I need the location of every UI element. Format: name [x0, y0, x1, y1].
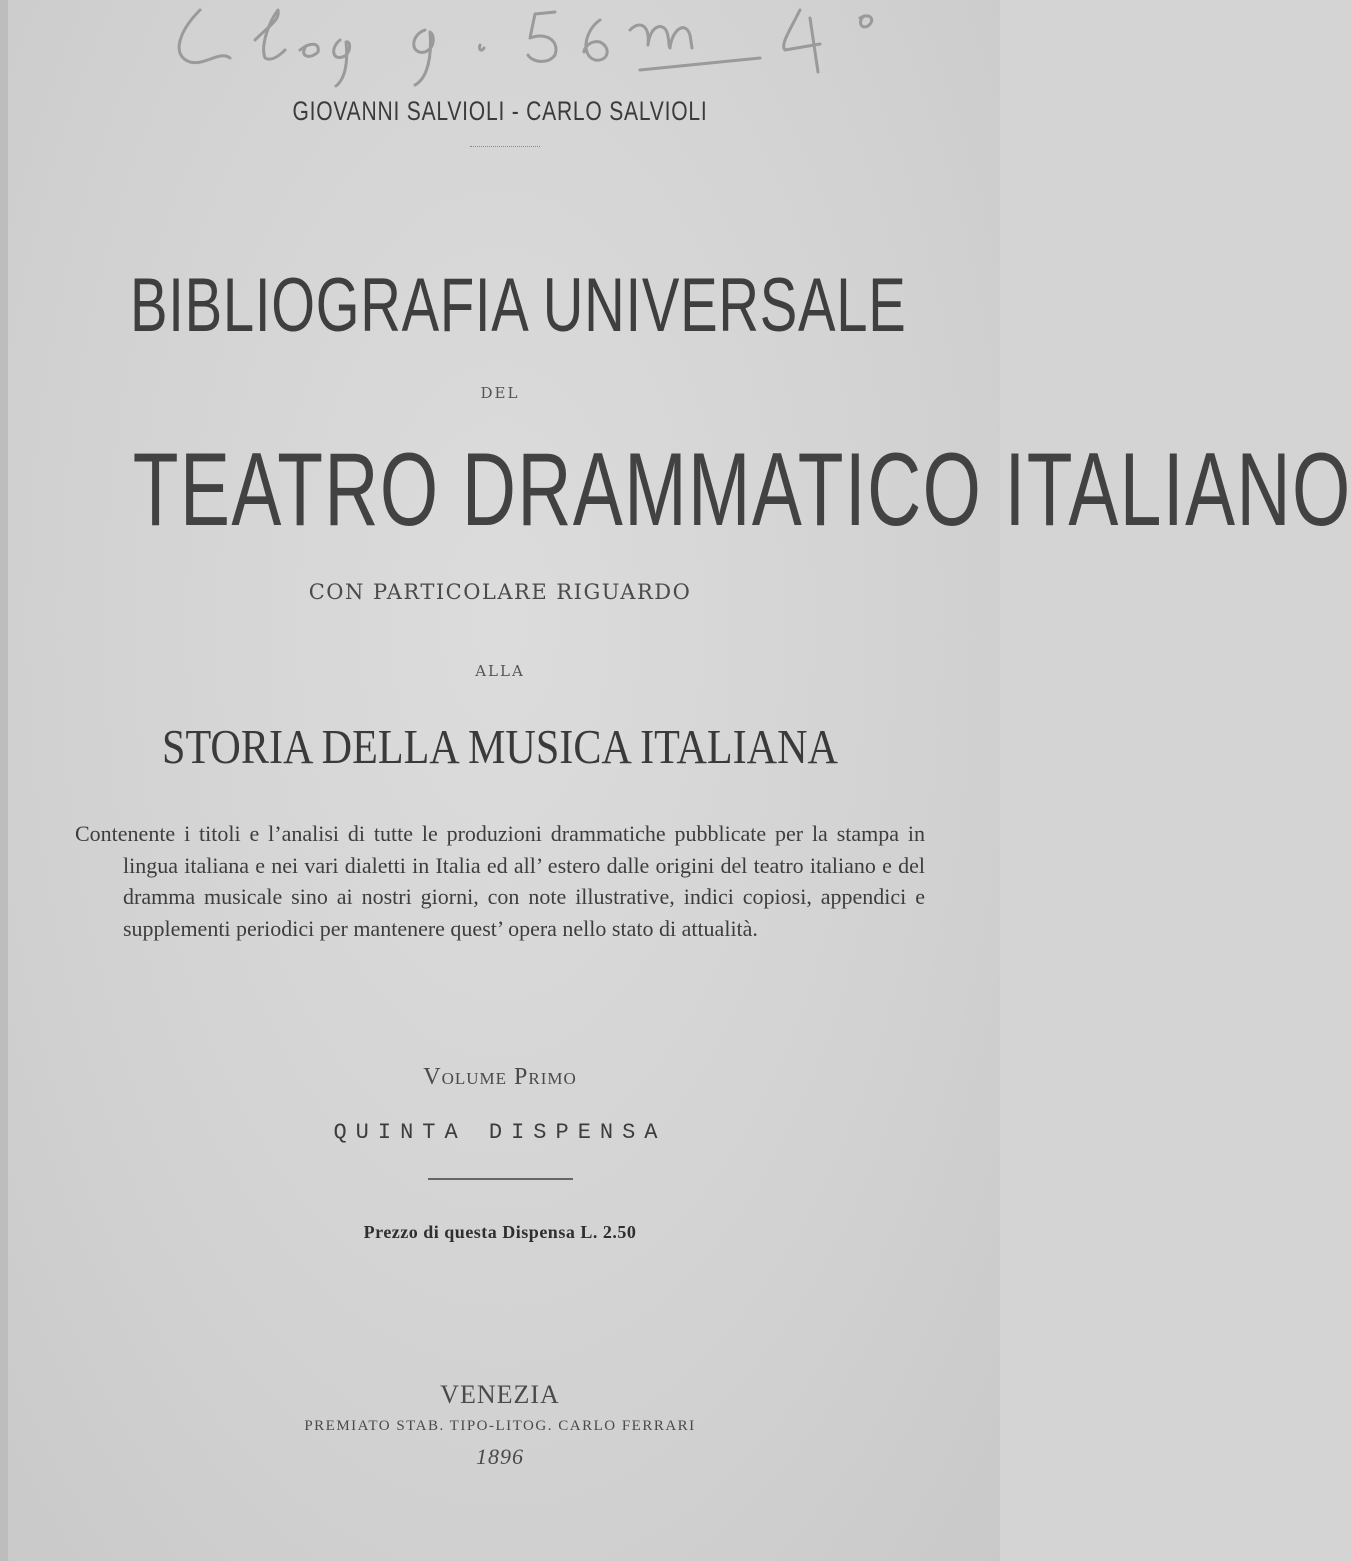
installment-label: QUINTA DISPENSA	[333, 1120, 667, 1145]
divider-rule	[428, 1178, 573, 1180]
imprint-printer: PREMIATO STAB. TIPO-LITOG. CARLO FERRARI	[304, 1418, 696, 1434]
title-line-2: TEATRO DRAMMATICO ITALIANO	[132, 432, 1352, 548]
ornamental-rule	[470, 146, 540, 147]
connector-alla: ALLA	[475, 662, 525, 680]
page-edge	[0, 0, 8, 1561]
connector-del: DEL	[480, 384, 520, 402]
volume-label: Volume Primo	[423, 1064, 577, 1090]
authors: GIOVANNI SALVIOLI - CARLO SALVIOLI	[292, 96, 708, 126]
description-text: Contenente i titoli e l’analisi di tutte le produzioni drammatiche pubblicate per la stampa in lingua italiana e nei vari dialetti in Italia ed all’ estero dalle origini del teatro italiano e del dramma musicale sino ai nostri giorni, con note illustrative, indici copiosi, appendici e supplementi periodici per mantenere quest’ opera nello stato di attualità.	[75, 821, 925, 941]
title-line-1: BIBLIOGRAFIA UNIVERSALE	[130, 263, 907, 348]
price-note: Prezzo di questa Dispensa L. 2.50	[363, 1222, 637, 1242]
imprint-city: VENEZIA	[440, 1380, 560, 1409]
imprint-year: 1896	[476, 1444, 524, 1469]
subtitle: CON PARTICOLARE RIGUARDO	[308, 580, 692, 604]
handwritten-shelfmark	[160, 0, 960, 90]
title-line-3: STORIA DELLA MUSICA ITALIANA	[162, 719, 838, 774]
description-paragraph	[75, 818, 925, 944]
